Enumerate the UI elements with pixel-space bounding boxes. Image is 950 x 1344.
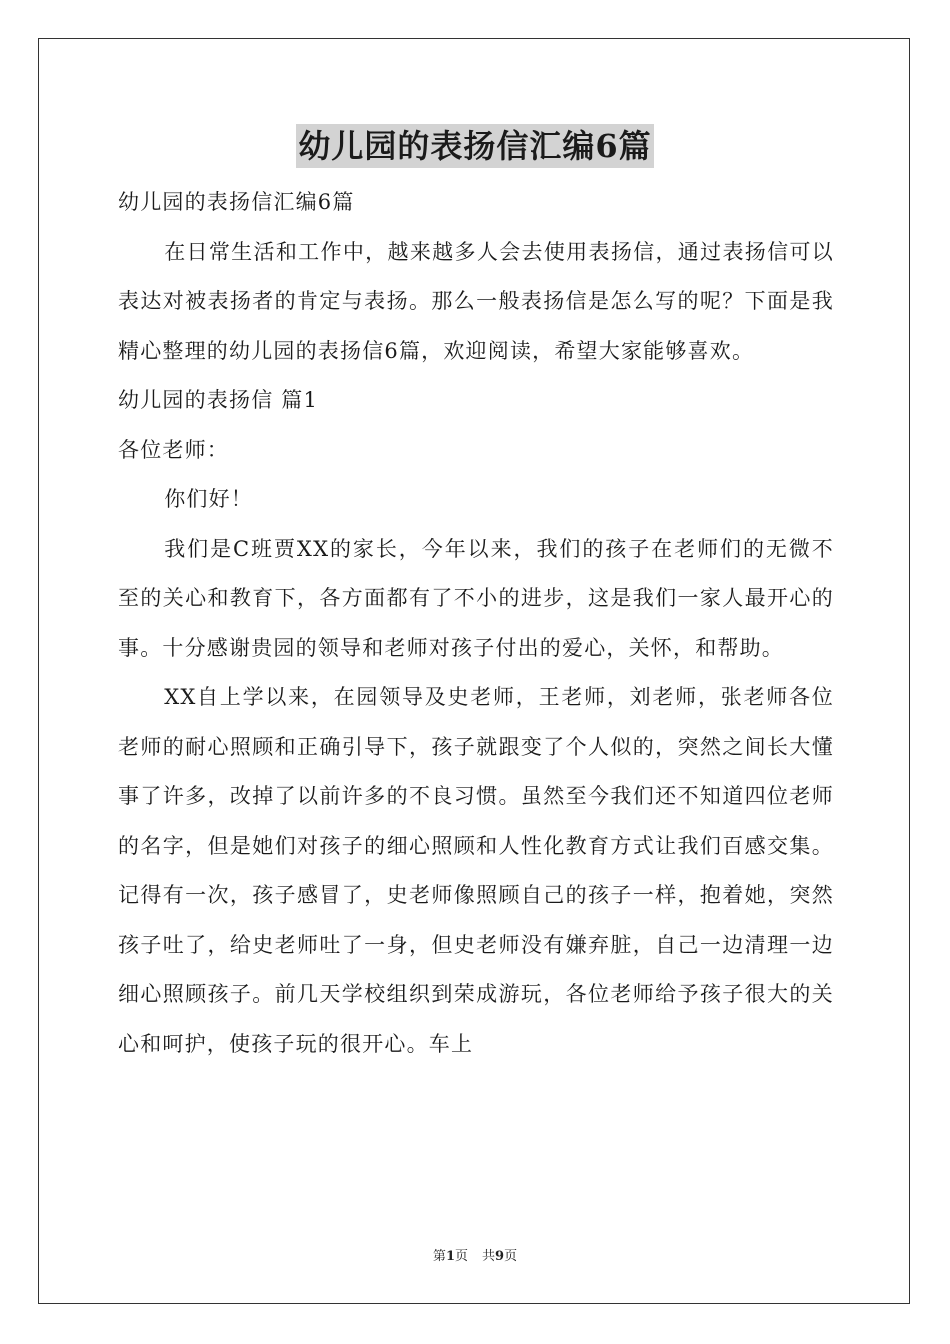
letter-salutation: 各位老师： [118,437,229,462]
total-pages: 9 [495,1249,505,1264]
letter-paragraph-2: XX自上学以来，在园领导及史老师，王老师，刘老师，张老师各位老师的耐心照顾和正确引导下，孩子就跟变了个人似的，突然之间长大懂事了许多，改掉了以前许多的不良习惯。虽然至今我们还不知道四位老师的名字，但是她们对孩子的细心照顾和人性化教育方式让我们百感交集。记得有一次，孩子感冒了，史老师像照顾自己的孩子一样，抱着她，突然孩子吐了，给史老师吐了一身，但史老师没有嫌弃脏，自己一边清理一边细心照顾孩子。前几天学校组织到荣成游玩，各位老师给予孩子很大的关心和呵护，使孩子玩的很开心。车上 [118,685,834,1056]
page-current: 1 [445,1249,455,1264]
page-suffix: 页 [454,1249,468,1264]
total-suffix: 页 [504,1249,518,1264]
letter-greeting: 你们好！ [164,487,253,511]
document-body [118,178,834,1069]
total-prefix: 共 [482,1249,496,1264]
letter-heading: 幼儿园的表扬信 篇1 [118,388,319,412]
letter-paragraph-1: 我们是C班贾XX的家长，今年以来，我们的孩子在老师们的无微不至的关心和教育下，各方面都有了不小的进步，这是我们一家人最开心的事。十分感谢贵园的领导和老师对孩子付出的爱心，关怀，和帮助。 [118,536,834,660]
title-wrap [0,124,950,168]
page-prefix: 第 [432,1249,446,1264]
page-footer [0,1248,950,1266]
document-title: 幼儿园的表扬信汇编6篇 [296,124,653,168]
document-subtitle: 幼儿园的表扬信汇编6篇 [118,190,355,214]
paragraph-intro: 在日常生活和工作中，越来越多人会去使用表扬信，通过表扬信可以表达对被表扬者的肯定与表扬。那么一般表扬信是怎么写的呢？下面是我精心整理的幼儿园的表扬信6篇，欢迎阅读，希望大家能够喜欢。 [118,239,834,363]
